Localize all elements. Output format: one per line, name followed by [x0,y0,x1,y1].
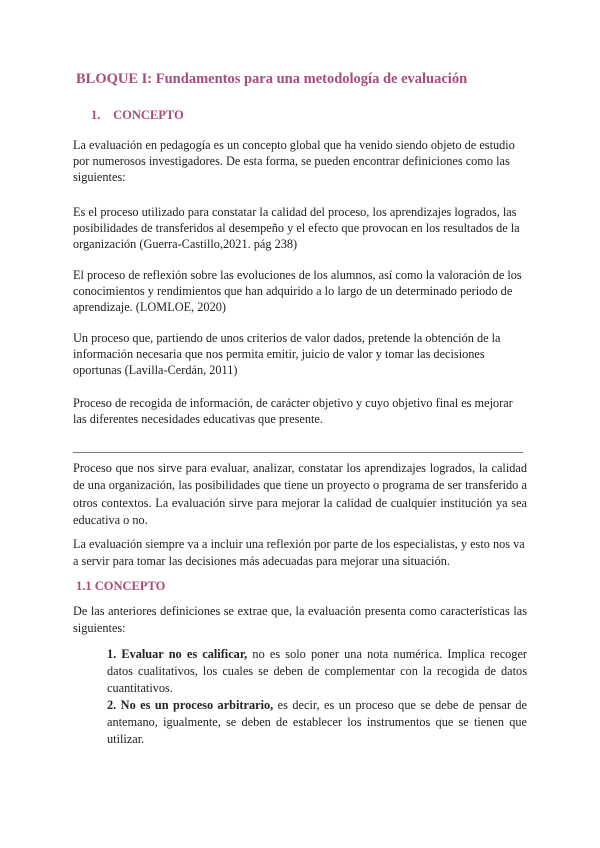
list-item-label: 1. Evaluar no es calificar, [107,647,248,661]
summary-paragraph: Proceso que nos sirve para evaluar, analizar, constatar los aprendizajes logrados, la calidad de una organización, las posibilidades que tiene un proyecto o programa de ser transferido a otros contextos. La evaluación sirve para mejorar la calidad de cualquier institución ya sea educativa o no. [73,461,527,527]
reflection-paragraph: La evaluación siempre va a incluir una reflexión por parte de los especialistas, y esto nos va a servir para tomar las decisiones más adecuadas para mejorar una situación. [73,537,525,569]
list-item [107,697,527,748]
characteristics-list [107,646,527,748]
list-item-text: no es solo poner una nota numérica. Implica recoger datos cualitativos, los cuales se deben de complementar con la recogida de datos cuantitativos. [107,647,527,695]
section-title: CONCEPTO [113,108,184,122]
definition-paragraph: Es el proceso utilizado para constatar la calidad del proceso, los aprendizajes logrados, las posibilidades de transferidos al desempeño y el efecto que provocan en los resultados de la organización (Guerra-Castillo,2021. pág 238) [73,205,520,251]
definition-paragraph: Proceso de recogida de información, de carácter objetivo y cuyo objetivo final es mejorar las diferentes necesidades educativas que presente. [73,396,513,426]
subsection-heading: 1.1 CONCEPTO [76,579,166,593]
intro-paragraph: La evaluación en pedagogía es un concepto global que ha venido siendo objeto de estudio por numerosos investigadores. De esta forma, se pueden encontrar definiciones como las siguientes: [73,138,515,184]
horizontal-divider [73,452,523,453]
document-title: BLOQUE I: Fundamentos para una metodología de evaluación [76,71,468,87]
definition-paragraph: El proceso de reflexión sobre las evoluciones de los alumnos, así como la valoración de los conocimientos y rendimientos que han adquirido a lo largo de un determinado periodo de aprendizaje. (LOMLOE, 2020) [73,268,522,314]
section-heading-1 [91,108,184,123]
definition-paragraph: Un proceso que, partiendo de unos criterios de valor dados, pretende la obtención de la información necesaria que nos permita emitir, juicio de valor y tomar las decisiones oportunas (Lavilla-Cerdán, 2011) [73,331,501,377]
list-item [107,646,527,697]
characteristics-intro: De las anteriores definiciones se extrae que, la evaluación presenta como características las siguientes: [73,604,527,635]
list-item-text: es decir, es un proceso que se debe de pensar de antemano, igualmente, se deben de establecer los instrumentos que se tienen que utilizar. [107,698,527,746]
section-number: 1. [91,108,101,122]
list-item-label: 2. No es un proceso arbitrario, [107,698,274,712]
